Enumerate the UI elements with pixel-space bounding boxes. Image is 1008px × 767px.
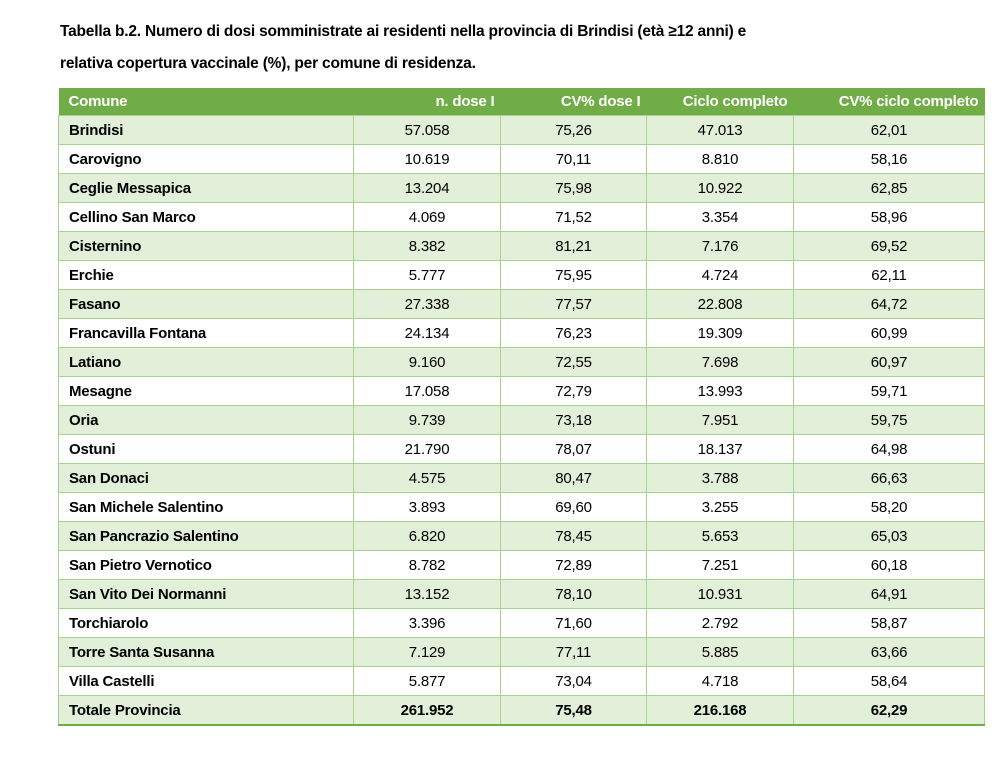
cv-ciclo-completo-cell: 58,87 — [794, 609, 985, 638]
cv-ciclo-completo-cell: 60,18 — [794, 551, 985, 580]
vaccination-coverage-table — [58, 88, 985, 726]
n-dose-i-cell: 17.058 — [354, 377, 501, 406]
n-dose-i-cell: 3.893 — [354, 493, 501, 522]
cv-ciclo-completo-cell: 59,75 — [794, 406, 985, 435]
comune-cell: San Michele Salentino — [59, 493, 354, 522]
ciclo-completo-cell: 7.176 — [647, 232, 794, 261]
n-dose-i-cell: 13.152 — [354, 580, 501, 609]
ciclo-completo-cell: 4.724 — [647, 261, 794, 290]
cv-dose-i-cell: 71,52 — [501, 203, 647, 232]
ciclo-completo-cell: 3.788 — [647, 464, 794, 493]
n-dose-i-cell: 4.069 — [354, 203, 501, 232]
cv-ciclo-completo-cell: 62,11 — [794, 261, 985, 290]
n-dose-i-cell: 9.160 — [354, 348, 501, 377]
cv-dose-i-cell: 77,11 — [501, 638, 647, 667]
comune-cell: Fasano — [59, 290, 354, 319]
ciclo-completo-cell: 22.808 — [647, 290, 794, 319]
cv-dose-i-cell: 69,60 — [501, 493, 647, 522]
column-header-ciclo-completo: Ciclo completo — [647, 88, 794, 116]
comune-cell: San Pancrazio Salentino — [59, 522, 354, 551]
cv-ciclo-completo-cell: 62,29 — [794, 696, 985, 726]
comune-cell: Cisternino — [59, 232, 354, 261]
table-row — [59, 638, 985, 667]
table-row — [59, 232, 985, 261]
n-dose-i-cell: 8.782 — [354, 551, 501, 580]
n-dose-i-cell: 9.739 — [354, 406, 501, 435]
cv-ciclo-completo-cell: 62,85 — [794, 174, 985, 203]
cv-ciclo-completo-cell: 69,52 — [794, 232, 985, 261]
table-row — [59, 174, 985, 203]
cv-ciclo-completo-cell: 66,63 — [794, 464, 985, 493]
cv-dose-i-cell: 71,60 — [501, 609, 647, 638]
n-dose-i-cell: 261.952 — [354, 696, 501, 726]
ciclo-completo-cell: 7.698 — [647, 348, 794, 377]
ciclo-completo-cell: 8.810 — [647, 145, 794, 174]
table-row — [59, 609, 985, 638]
n-dose-i-cell: 7.129 — [354, 638, 501, 667]
column-header-cv-dose-i: CV% dose I — [501, 88, 647, 116]
comune-cell: Francavilla Fontana — [59, 319, 354, 348]
table-row — [59, 116, 985, 145]
comune-cell: Latiano — [59, 348, 354, 377]
cv-dose-i-cell: 73,18 — [501, 406, 647, 435]
cv-dose-i-cell: 76,23 — [501, 319, 647, 348]
cv-dose-i-cell: 78,10 — [501, 580, 647, 609]
table-row — [59, 464, 985, 493]
cv-dose-i-cell: 75,48 — [501, 696, 647, 726]
ciclo-completo-cell: 3.255 — [647, 493, 794, 522]
cv-dose-i-cell: 80,47 — [501, 464, 647, 493]
n-dose-i-cell: 5.877 — [354, 667, 501, 696]
table-row — [59, 406, 985, 435]
comune-cell: Cellino San Marco — [59, 203, 354, 232]
comune-cell: Totale Provincia — [59, 696, 354, 726]
cv-ciclo-completo-cell: 59,71 — [794, 377, 985, 406]
cv-ciclo-completo-cell: 63,66 — [794, 638, 985, 667]
n-dose-i-cell: 6.820 — [354, 522, 501, 551]
cv-dose-i-cell: 75,98 — [501, 174, 647, 203]
cv-ciclo-completo-cell: 60,97 — [794, 348, 985, 377]
comune-cell: Oria — [59, 406, 354, 435]
cv-ciclo-completo-cell: 62,01 — [794, 116, 985, 145]
table-row — [59, 145, 985, 174]
cv-dose-i-cell: 70,11 — [501, 145, 647, 174]
comune-cell: Torchiarolo — [59, 609, 354, 638]
cv-ciclo-completo-cell: 65,03 — [794, 522, 985, 551]
comune-cell: San Pietro Vernotico — [59, 551, 354, 580]
n-dose-i-cell: 3.396 — [354, 609, 501, 638]
ciclo-completo-cell: 5.653 — [647, 522, 794, 551]
cv-ciclo-completo-cell: 64,98 — [794, 435, 985, 464]
cv-dose-i-cell: 73,04 — [501, 667, 647, 696]
cv-ciclo-completo-cell: 58,64 — [794, 667, 985, 696]
cv-dose-i-cell: 77,57 — [501, 290, 647, 319]
table-row — [59, 290, 985, 319]
comune-cell: Mesagne — [59, 377, 354, 406]
cv-ciclo-completo-cell: 58,16 — [794, 145, 985, 174]
ciclo-completo-cell: 216.168 — [647, 696, 794, 726]
comune-cell: San Vito Dei Normanni — [59, 580, 354, 609]
table-row — [59, 551, 985, 580]
cv-dose-i-cell: 81,21 — [501, 232, 647, 261]
comune-cell: Carovigno — [59, 145, 354, 174]
ciclo-completo-cell: 19.309 — [647, 319, 794, 348]
column-header-comune: Comune — [59, 88, 354, 116]
cv-dose-i-cell: 72,55 — [501, 348, 647, 377]
cv-ciclo-completo-cell: 60,99 — [794, 319, 985, 348]
cv-dose-i-cell: 75,95 — [501, 261, 647, 290]
cv-dose-i-cell: 72,89 — [501, 551, 647, 580]
table-total-row — [59, 696, 985, 726]
column-header-cv-ciclo-completo: CV% ciclo completo — [794, 88, 985, 116]
n-dose-i-cell: 21.790 — [354, 435, 501, 464]
ciclo-completo-cell: 18.137 — [647, 435, 794, 464]
ciclo-completo-cell: 10.931 — [647, 580, 794, 609]
cv-ciclo-completo-cell: 64,72 — [794, 290, 985, 319]
cv-ciclo-completo-cell: 58,20 — [794, 493, 985, 522]
comune-cell: Ostuni — [59, 435, 354, 464]
comune-cell: Villa Castelli — [59, 667, 354, 696]
n-dose-i-cell: 57.058 — [354, 116, 501, 145]
cv-ciclo-completo-cell: 64,91 — [794, 580, 985, 609]
table-row — [59, 667, 985, 696]
cv-dose-i-cell: 75,26 — [501, 116, 647, 145]
ciclo-completo-cell: 7.251 — [647, 551, 794, 580]
table-row — [59, 580, 985, 609]
ciclo-completo-cell: 10.922 — [647, 174, 794, 203]
cv-dose-i-cell: 72,79 — [501, 377, 647, 406]
table-caption-line-1: Tabella b.2. Numero di dosi somministrate ai residenti nella provincia di Brindisi (età ≥12 anni) e — [60, 23, 747, 40]
n-dose-i-cell: 13.204 — [354, 174, 501, 203]
table-caption-line-2: relativa copertura vaccinale (%), per comune di residenza. — [60, 55, 476, 72]
table-row — [59, 377, 985, 406]
n-dose-i-cell: 5.777 — [354, 261, 501, 290]
table-caption — [60, 16, 1000, 80]
cv-dose-i-cell: 78,45 — [501, 522, 647, 551]
table-row — [59, 319, 985, 348]
table-row — [59, 203, 985, 232]
n-dose-i-cell: 8.382 — [354, 232, 501, 261]
column-header-n-dose-i: n. dose I — [354, 88, 501, 116]
ciclo-completo-cell: 47.013 — [647, 116, 794, 145]
table-body — [59, 116, 985, 726]
comune-cell: Torre Santa Susanna — [59, 638, 354, 667]
n-dose-i-cell: 4.575 — [354, 464, 501, 493]
ciclo-completo-cell: 7.951 — [647, 406, 794, 435]
table-header-row — [59, 88, 985, 116]
n-dose-i-cell: 10.619 — [354, 145, 501, 174]
table-row — [59, 493, 985, 522]
table-row — [59, 435, 985, 464]
n-dose-i-cell: 27.338 — [354, 290, 501, 319]
table-row — [59, 348, 985, 377]
comune-cell: Ceglie Messapica — [59, 174, 354, 203]
ciclo-completo-cell: 4.718 — [647, 667, 794, 696]
n-dose-i-cell: 24.134 — [354, 319, 501, 348]
cv-dose-i-cell: 78,07 — [501, 435, 647, 464]
table-row — [59, 522, 985, 551]
comune-cell: San Donaci — [59, 464, 354, 493]
ciclo-completo-cell: 3.354 — [647, 203, 794, 232]
cv-ciclo-completo-cell: 58,96 — [794, 203, 985, 232]
table-row — [59, 261, 985, 290]
ciclo-completo-cell: 13.993 — [647, 377, 794, 406]
comune-cell: Erchie — [59, 261, 354, 290]
comune-cell: Brindisi — [59, 116, 354, 145]
ciclo-completo-cell: 2.792 — [647, 609, 794, 638]
ciclo-completo-cell: 5.885 — [647, 638, 794, 667]
